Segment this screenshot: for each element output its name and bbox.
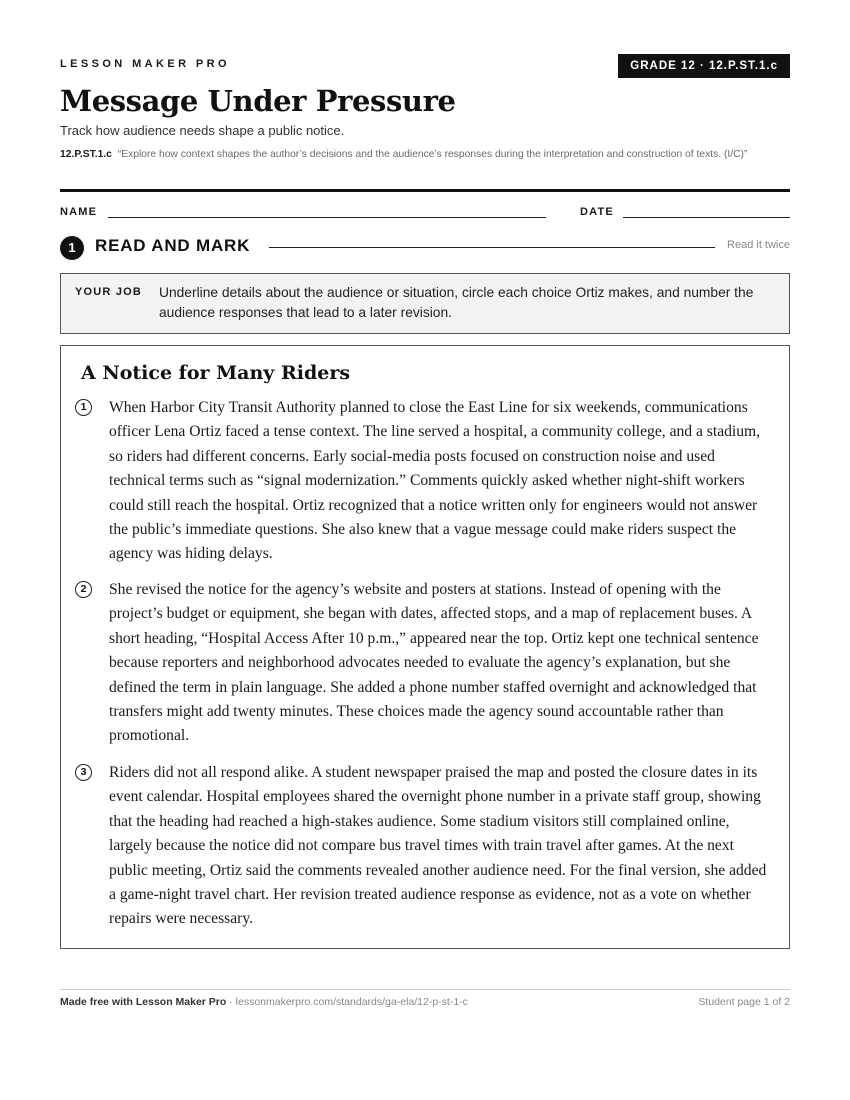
standard-text: “Explore how context shapes the author’s decisions and the audience’s responses during the interpretation and construction of texts. (I/C)” xyxy=(117,149,748,160)
job-instructions-box xyxy=(60,273,790,334)
date-field[interactable] xyxy=(623,217,790,218)
paragraph-text: She revised the notice for the agency’s website and posters at stations. Instead of opening with the project’s budget or equipment, she began with dates, affected stops, and a map of replacement buses. A short heading, “Hospital Access After 10 p.m.,” appeared near the top. Ortiz kept one technical sentence because reporters and neighborhood advocates needed to evaluate the agency’s explanation, but she defined the term in plain language. She added a phone number staffed overnight and acknowledged that transfers might add twenty minutes. These choices made the agency sound accountable rather than promotional. xyxy=(109,581,759,745)
step-number-badge: 1 xyxy=(60,236,84,260)
paragraph-number: 2 xyxy=(75,581,92,598)
passage-paragraph xyxy=(75,578,775,749)
footer-separator: · xyxy=(226,996,236,1008)
header-divider xyxy=(60,189,790,192)
section-note: Read it twice xyxy=(727,239,790,251)
reading-passage xyxy=(60,345,790,949)
paragraph-text: Riders did not all respond alike. A student newspaper praised the map and posted the closure dates in its event calendar. Hospital employees shared the overnight phone number in a private staff group, showing that the heading had reached a high-stakes audience. Some stadium visitors still complained online, largely because the notice did not compare bus travel times with train travel after games. At the next public meeting, Ortiz said the comments revealed another audience need. For the final version, she added a game-night travel chart. Her revision treated audience response as evidence, not as a vote on whether repairs were necessary. xyxy=(109,764,767,928)
passage-title: A Notice for Many Riders xyxy=(81,362,351,384)
footer-divider xyxy=(60,989,790,990)
section-divider xyxy=(269,247,715,248)
name-label: NAME xyxy=(60,206,98,218)
brand-name: LESSON MAKER PRO xyxy=(60,58,230,70)
date-label: DATE xyxy=(580,206,614,218)
top-bar xyxy=(60,54,790,78)
footer-page-number: Student page 1 of 2 xyxy=(698,996,790,1008)
page-title: Message Under Pressure xyxy=(60,84,456,118)
name-field[interactable] xyxy=(108,217,546,218)
paragraph-number: 1 xyxy=(75,399,92,416)
passage-paragraph xyxy=(75,396,775,567)
section-header xyxy=(60,234,790,260)
page-subtitle: Track how audience needs shape a public notice. xyxy=(60,123,345,138)
footer-url[interactable]: lessonmakerpro.com/standards/ga-ela/12-p-st-1-c xyxy=(235,996,468,1008)
standard-code: 12.P.ST.1.c xyxy=(60,149,112,160)
footer-made-with: Made free with Lesson Maker Pro xyxy=(60,996,227,1008)
paragraph-text: When Harbor City Transit Authority planned to close the East Line for six weekends, communications officer Lena Ortiz faced a tense context. The line served a hospital, a community college, and a stadium, so riders had different concerns. Early social-media posts focused on construction noise and used technical terms such as “signal modernization.” Comments quickly asked whether night-shift workers could still reach the hospital. Ortiz recognized that a notice written only for engineers would not answer the public’s immediate questions. She also knew that a vague message could make riders suspect the agency was hiding delays. xyxy=(109,399,761,563)
grade-badge: GRADE 12 · 12.P.ST.1.c xyxy=(618,54,790,78)
passage-paragraph xyxy=(75,761,775,932)
section-title: READ AND MARK xyxy=(95,236,251,255)
job-text: Underline details about the audience or situation, circle each choice Ortiz makes, and number the audience responses that lead to a later revision. xyxy=(159,285,754,320)
job-label: YOUR JOB xyxy=(75,286,143,298)
paragraph-number: 3 xyxy=(75,764,92,781)
footer-credit xyxy=(60,996,468,1008)
standard-statement xyxy=(60,147,790,162)
